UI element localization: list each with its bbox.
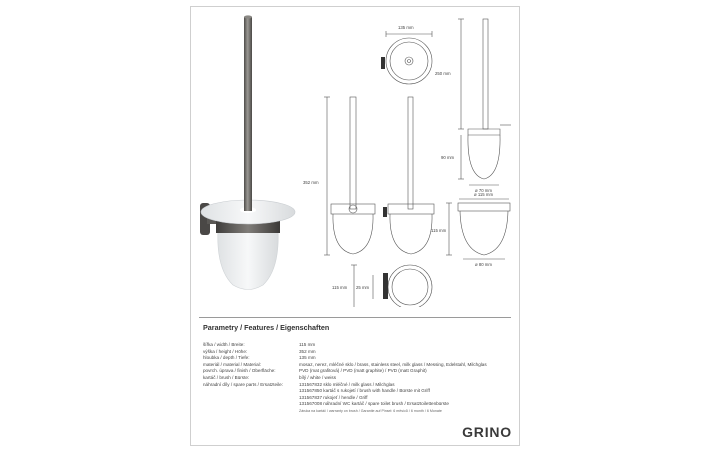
dim-ring-depth: 115 mm [332, 285, 348, 290]
features-heading: Parametry / Features / Eigenschaften [203, 323, 330, 332]
brand-name: GRINO [462, 424, 512, 440]
product-sheet [190, 6, 520, 446]
param-label: výška / height / Höhe: [203, 348, 248, 354]
dim-bracket-depth: 25 mm [356, 285, 370, 290]
dim-total-height: 352 mm [303, 180, 319, 185]
dim-cup-height: 115 mm [431, 228, 447, 233]
param-value: 352 mm [299, 348, 316, 354]
dim-cup-bottom-diameter: ø 80 mm [475, 262, 492, 267]
dim-holder-height: 90 mm [441, 155, 455, 160]
param-label: materiál / material / Material: [203, 361, 261, 367]
param-value: 131567837 rukojeť / hendle / Griff [299, 394, 368, 400]
param-value: 135 mm [299, 355, 316, 361]
side-view-brush [458, 19, 511, 185]
front-view-drawing-2 [383, 97, 434, 254]
param-value: bílý / white / weiss [299, 374, 337, 380]
param-label: náhradní díly / spare parts / Ersatzteile: [203, 381, 283, 387]
warranty-note: Záruka na kartáč / warranty on brush / Garantie auf Pinsel: 6 měsíců / 6 month / 6 Monate [299, 408, 442, 413]
param-label: kartáč / brush / Bürste: [203, 374, 250, 380]
param-label: šířka / width / Breite: [203, 342, 245, 347]
dim-top-width: 135 mm [398, 25, 414, 30]
section-divider [199, 317, 511, 318]
param-value: 131567008 náhradní WC kartáč / spare toilet brush / Ersatztoilettenbürste [299, 401, 449, 407]
param-label: povrch. úprava / finish / Oberfläche: [203, 368, 276, 374]
dim-cup-top-diameter: ø 115 mm [474, 192, 494, 197]
technical-drawings [191, 7, 520, 307]
param-value: 131567832 sklo mléčné / milk glass / Milchglas [299, 381, 395, 387]
top-view-drawing [381, 31, 432, 84]
dim-base-diameter: ø 70 mm [475, 188, 492, 193]
front-view-drawing-1 [324, 97, 375, 255]
cup-drawing [446, 199, 510, 259]
param-label: hloubka / depth / Tiefe: [203, 355, 250, 361]
param-value: PVD (mat grafitová) / PVD (matt graphite) / PVD (matt Graphit) [299, 368, 427, 374]
param-value: 131567850 kartáč s rukojetí / brush with handle / Bürste mit Griff [299, 388, 430, 394]
dim-brush-height: 250 mm [435, 71, 451, 76]
param-value: 115 mm [299, 342, 316, 347]
param-value: mosaz, nerez, mléčné sklo / brass, stainless steel, milk glass / Messing, Edelstahl, Milchglas [299, 361, 487, 367]
